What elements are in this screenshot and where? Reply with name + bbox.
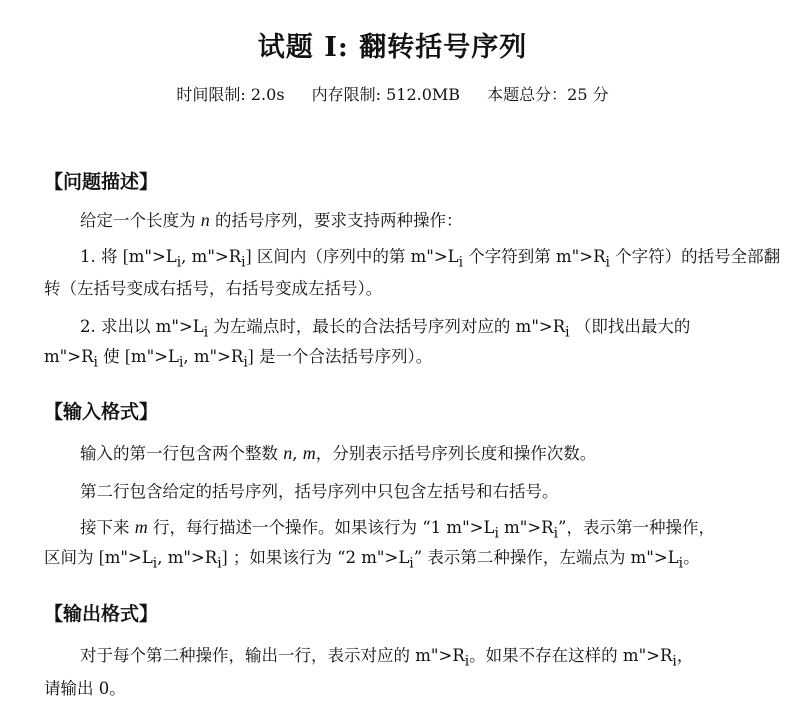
memory-limit: 内存限制: 512.0MB: [311, 85, 461, 104]
input-paragraph-2: 第二行包含给定的括号序列，括号序列中只包含左括号和右括号。: [80, 482, 559, 501]
problem-op1-line2: 转（左括号变成右括号，右括号变成左括号）。: [44, 279, 383, 298]
page-title: 试题 I: 翻转括号序列: [257, 32, 528, 63]
problem-description-heading: 【问题描述】: [44, 171, 159, 193]
problem-meta: [0, 83, 785, 107]
problem-paragraph-intro: 给定一个长度为 n 的括号序列，要求支持两种操作：: [80, 210, 463, 230]
input-paragraph-1: 输入的第一行包含两个整数 n, m，分别表示括号序列长度和操作次数。: [80, 443, 597, 463]
problem-op2-line2: $m">R_i$ 使 [$m">L_i$, $m">R_i$] 是一个合法括号序列）。: [44, 346, 433, 371]
problem-op2-line1: 2. 求出以 $m">L_i$ 为左端点时，最长的合法括号序列对应的 $m">R_i$ （即找出最大的: [80, 317, 691, 341]
input-paragraph-3-line2: 区间为 [$m">L_i$, $m">R_i$] ；如果该行为 “2 $m">L_i$” 表示第二种操作，左端点为 $m">L_i$。: [44, 547, 700, 572]
output-paragraph-line2: 请输出 0。: [44, 679, 126, 698]
input-paragraph-3-line1: 接下来 m 行，每行描述一个操作。如果该行为 “1 $m">L_i$ $m">R_i$”，表示第一种操作，: [80, 517, 715, 542]
input-format-heading: 【输入格式】: [44, 401, 159, 423]
problem-op1-line1: 1. 将 [$m">L_i$, $m">R_i$] 区间内（序列中的第 $m">L_i$ 个字符到第 $m">R_i$ 个字符）的括号全部翻: [80, 246, 781, 271]
total-score: 本题总分：25 分: [487, 85, 609, 104]
output-paragraph-line1: 对于每个第二种操作，输出一行，表示对应的 $m">R_i$。如果不存在这样的 $m">R_i$，: [80, 646, 694, 670]
output-format-heading: 【输出格式】: [44, 603, 159, 625]
time-limit: 时间限制: 2.0s: [176, 85, 285, 104]
